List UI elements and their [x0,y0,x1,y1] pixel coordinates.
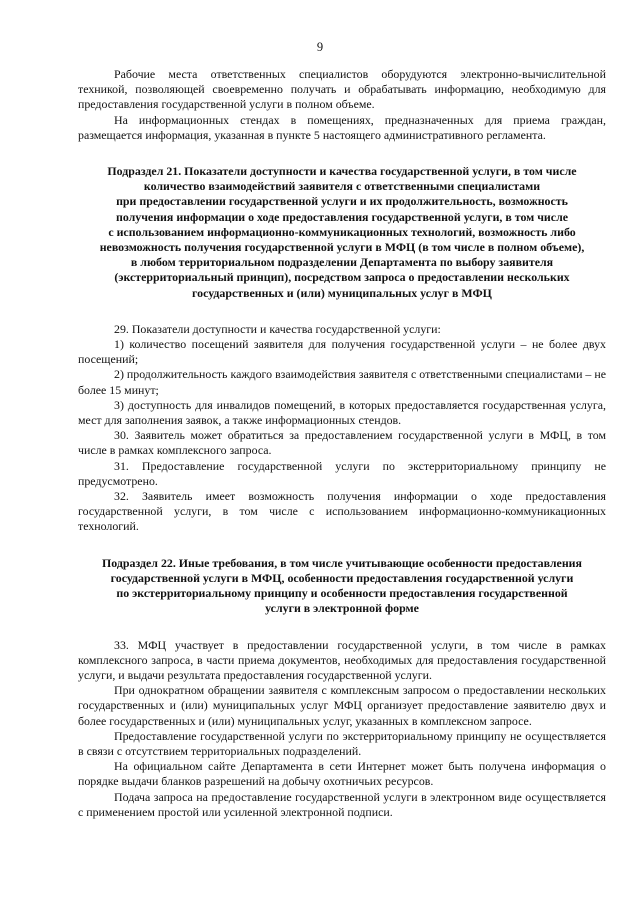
subsection-21-heading [78,164,606,301]
subsection-21-paragraph: 30. Заявитель может обратиться за предоставлением государственной услуги в МФЦ, в том числе в рамках комплексного запроса. [78,428,606,458]
subsection-21-paragraph: 3) доступность для инвалидов помещений, в которых предоставляется государственная услуга, мест для заполнения заявок, а также информационных стендов. [78,397,606,428]
heading-line: с использованием информационно-коммуникационных технологий, возможность либо [108,224,576,239]
subsection-21-paragraph: 29. Показатели доступности и качества государственной услуги: [114,321,441,336]
intro-paragraph: На информационных стендах в помещениях, предназначенных для приема граждан, размещается информация, указанная в пункте 5 настоящего административного регламента. [78,112,606,142]
subsection-21-paragraph: 31. Предоставление государственной услуги по экстерриториальному принципу не предусмотрено. [78,458,606,488]
heading-line: Подраздел 22. Иные требования, в том числе учитывающие особенности предоставления [102,555,582,570]
heading-line: получения информации о ходе предоставления государственной услуги, в том числе [115,209,569,224]
heading-line: при предоставлении государственной услуги и их продолжительность, возможность [116,194,568,209]
page-number: 9 [316,40,324,54]
page-content [78,67,606,820]
heading-line: по экстерриториальному принципу и особенности предоставления государственной [116,586,568,601]
subsection-21-paragraph: 32. Заявитель имеет возможность получения информации о ходе предоставления государственной услуги, в том числе с использованием информационно-коммуникационных технологий. [78,489,606,534]
heading-line: государственных и (или) муниципальных услуг в МФЦ [192,285,492,300]
subsection-22-paragraph: Подача запроса на предоставление государственной услуги в электронном виде осуществляется с применением простой или усиленной электронной подписи. [78,789,606,819]
subsection-22-heading [78,556,606,617]
subsection-21-paragraph: 1) количество посещений заявителя для получения государственной услуги – не более двух посещений; [78,337,606,367]
intro-paragraph: Рабочие места ответственных специалистов оборудуются электронно-вычислительной техникой, позволяющей своевременно получать и обрабатывать информацию, необходимую для предоставления государственной услуги в полном объеме. [78,67,606,112]
subsection-22-paragraph: Предоставление государственной услуги по экстерриториальному принципу не осуществляется в связи с отсутствием территориальных подразделений. [78,728,606,758]
heading-line: Подраздел 21. Показатели доступности и качества государственной услуги, в том числе [107,164,577,179]
heading-line: услуги в электронной форме [265,601,419,616]
heading-line: (экстерриториальный принцип), посредством запроса о предоставлении нескольких [114,270,570,285]
subsection-22-paragraph: На официальном сайте Департамента в сети Интернет может быть получена информация о порядке выдачи бланков разрешений на добычу охотничьих ресурсов. [78,759,606,789]
heading-line: количество взаимодействий заявителя с ответственными специалистами [143,179,541,194]
heading-line: в любом территориальном подразделении Департамента по выбору заявителя [130,255,554,270]
subsection-22-paragraph: При однократном обращении заявителя с комплексным запросом о предоставлении нескольких государственных и (или) муниципальных услуг МФЦ организует предоставление заявителю двух и более государственных и (или) муниципальных услуг, указанных в комплексном запросе. [78,683,606,728]
subsection-21-paragraph: 2) продолжительность каждого взаимодействия заявителя с ответственными специалистами – не более 15 минут; [78,367,606,397]
heading-line: государственной услуги в МФЦ, особенности предоставления государственной услуги [110,570,574,585]
subsection-22-paragraph: 33. МФЦ участвует в предоставлении государственной услуги, в том числе в рамках комплексного запроса, в части приема документов, необходимых для предоставления государственной услуги, и выдачи результата предоставления государственной услуги. [78,637,606,682]
heading-line: невозможность получения государственной услуги в МФЦ (в том числе в полном объеме), [99,240,585,255]
